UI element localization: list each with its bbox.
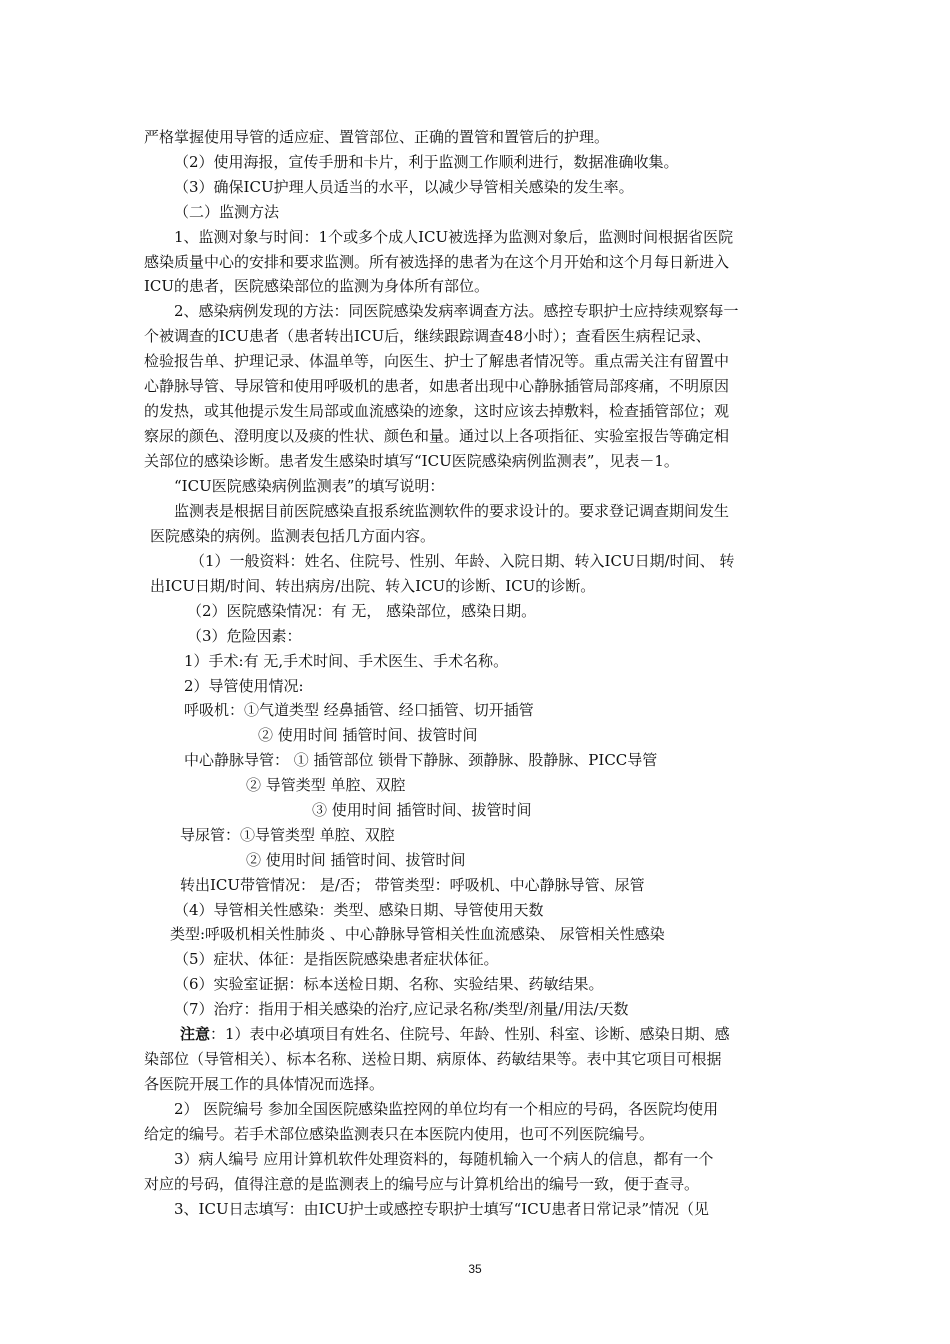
text-line: 染部位（导管相关）、标本名称、送检日期、病原体、药敏结果等。表中其它项目可根据	[144, 1050, 722, 1068]
text-line: ② 使用时间 插管时间、拔管时间	[258, 726, 478, 744]
text-line: （6）实验室证据：标本送检日期、名称、实验结果、药敏结果。	[174, 975, 604, 993]
page-number: 35	[468, 1262, 482, 1276]
text-line: 呼吸机：①气道类型 经鼻插管、经口插管、切开插管	[184, 701, 534, 719]
text-line: 检验报告单、护理记录、体温单等，向医生、护士了解患者情况等。重点需关注有留置中	[144, 352, 730, 370]
text-line: 中心静脉导管： ① 插管部位 锁骨下静脉、颈静脉、股静脉、PICC导管	[184, 751, 658, 769]
text-line: 3、ICU日志填写：由ICU护士或感控专职护士填写“ICU患者日常记录”情况（见	[174, 1200, 710, 1218]
text-line: ICU的患者，医院感染部位的监测为身体所有部位。	[144, 277, 490, 295]
text-line: 严格掌握使用导管的适应症、置管部位、正确的置管和置管后的护理。	[144, 128, 610, 146]
text-line: ② 导管类型 单腔、双腔	[246, 776, 406, 794]
text-line: （2）使用海报，宣传手册和卡片，利于监测工作顺利进行，数据准确收集。	[174, 153, 679, 171]
text-line: 关部位的感染诊断。患者发生感染时填写“ICU医院感染病例监测表”，见表－1。	[144, 452, 679, 470]
text-line: （5）症状、体征：是指医院感染患者症状体征。	[174, 950, 499, 968]
text-line: ③ 使用时间 插管时间、拔管时间	[312, 801, 532, 819]
text-line: （3）危险因素：	[187, 627, 302, 645]
text-line: 感染质量中心的安排和要求监测。所有被选择的患者为在这个月开始和这个月每日新进入	[144, 253, 730, 271]
text-line: 转出ICU带管情况： 是/否； 带管类型：呼吸机、中心静脉导管、尿管	[180, 876, 645, 894]
text-line: 给定的编号。若手术部位感染监测表只在本医院内使用，也可不列医院编号。	[144, 1125, 655, 1143]
text-line: （7）治疗：指用于相关感染的治疗,应记录名称/类型/剂量/用法/天数	[174, 1000, 629, 1018]
text-line: 个被调查的ICU患者（患者转出ICU后，继续跟踪调查48小时）；查看医生病程记录、	[144, 327, 711, 345]
text-line: 心静脉导管、导尿管和使用呼吸机的患者，如患者出现中心静脉插管局部疼痛，不明原因	[144, 377, 730, 395]
text-line: ② 使用时间 插管时间、拔管时间	[246, 851, 466, 869]
text-line: 2）导管使用情况:	[184, 677, 304, 695]
text-line: “ICU医院感染病例监测表”的填写说明：	[174, 477, 445, 495]
text-line: 对应的号码，值得注意的是监测表上的编号应与计算机给出的编号一致，便于查寻。	[144, 1175, 700, 1193]
text-line: 导尿管：①导管类型 单腔、双腔	[180, 826, 395, 844]
text-line: 各医院开展工作的具体情况而选择。	[144, 1075, 385, 1093]
text-line: 1、监测对象与时间：1个或多个成人ICU被选择为监测对象后，监测时间根据省医院	[174, 228, 734, 246]
text-line: 医院感染的病例。监测表包括几方面内容。	[150, 527, 436, 545]
text-line: （4）导管相关性感染：类型、感染日期、导管使用天数	[174, 901, 544, 919]
text-line: （2）医院感染情况：有 无， 感染部位，感染日期。	[187, 602, 537, 620]
text-line: 类型:呼吸机相关性肺炎 、中心静脉导管相关性血流感染、 尿管相关性感染	[170, 925, 665, 943]
text-line: 出ICU日期/时间、转出病房/出院、转入ICU的诊断、ICU的诊断。	[150, 577, 596, 595]
text-line: 的发热，或其他提示发生局部或血流感染的迹象，这时应该去掉敷料，检查插管部位；观	[144, 402, 730, 420]
text-line: 1）手术:有 无,手术时间、手术医生、手术名称。	[184, 652, 509, 670]
note-text: ：1）表中必填项目有姓名、住院号、年龄、性别、科室、诊断、感染日期、感	[210, 1025, 730, 1043]
text-line: （3）确保ICU护理人员适当的水平，以减少导管相关感染的发生率。	[174, 178, 634, 196]
text-line: 2） 医院编号 参加全国医院感染监控网的单位均有一个相应的号码，各医院均使用	[174, 1100, 719, 1118]
text-line: 监测表是根据目前医院感染直报系统监测软件的要求设计的。要求登记调查期间发生	[174, 502, 730, 520]
note-line	[180, 1024, 730, 1044]
text-line: 2、感染病例发现的方法：同医院感染发病率调查方法。感控专职护士应持续观察每一	[174, 302, 739, 320]
text-line: 察尿的颜色、澄明度以及痰的性状、颜色和量。通过以上各项指征、实验室报告等确定相	[144, 427, 730, 445]
text-line: 3）病人编号 应用计算机软件处理资料的，每随机输入一个病人的信息，都有一个	[174, 1150, 714, 1168]
text-line: （1）一般资料：姓名、住院号、性别、年龄、入院日期、转入ICU日期/时间、 转	[190, 552, 735, 570]
note-label: 注意	[180, 1025, 211, 1043]
section-heading: （二）监测方法	[174, 203, 280, 221]
